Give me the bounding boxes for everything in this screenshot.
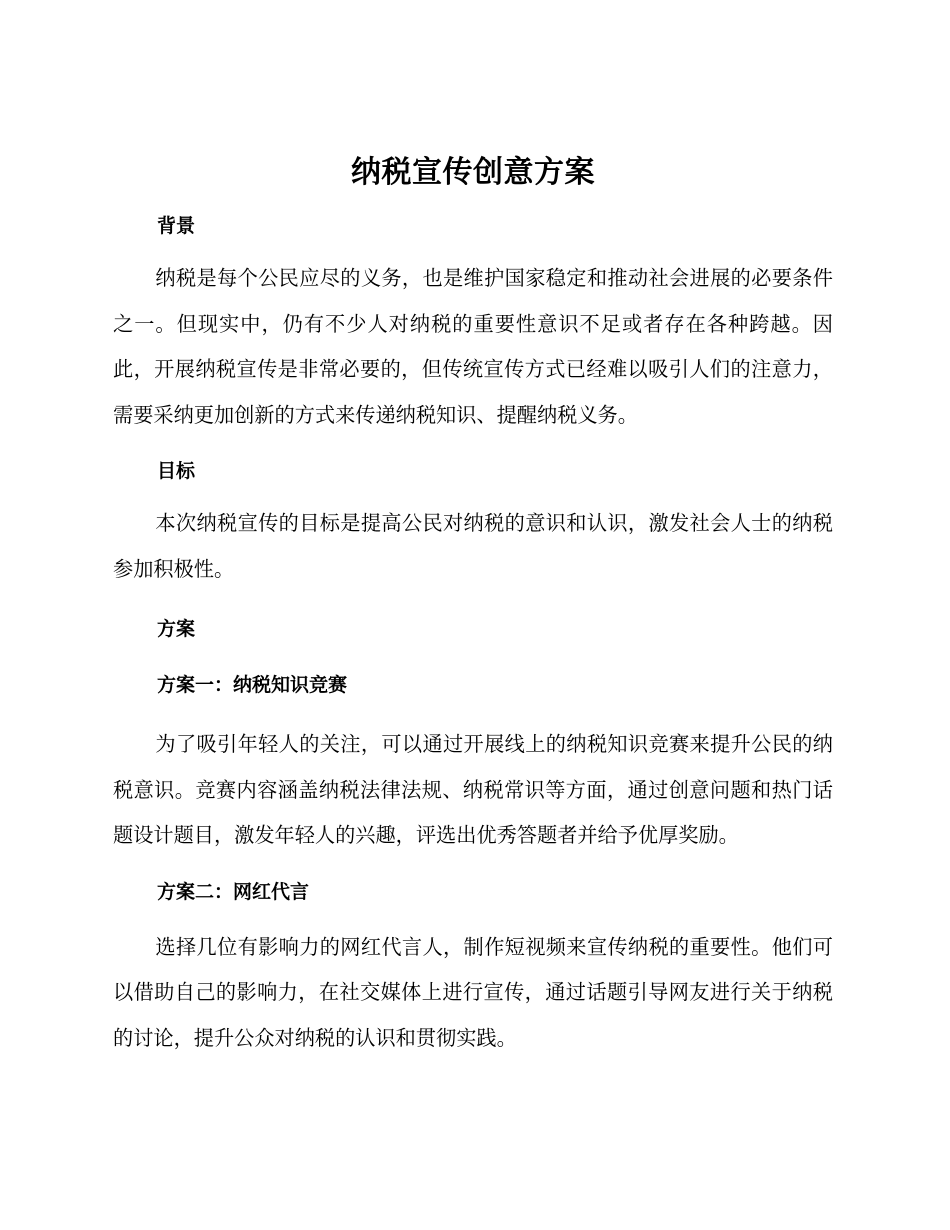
paragraph-background: 纳税是每个公民应尽的义务，也是维护国家稳定和推动社会进展的必要条件之一。但现实中，仍有不少人对纳税的重要性意识不足或者存在各种跨越。因此，开展纳税宣传是非常必要的，但传统宣传方式已经难以吸引人们的注意力，需要采纳更加创新的方式来传递纳税知识、提醒纳税义务。 xyxy=(113,266,833,427)
paragraph-plan-1: 为了吸引年轻人的关注，可以通过开展线上的纳税知识竞赛来提升公民的纳税意识。竞赛内容涵盖纳税法律法规、纳税常识等方面，通过创意问题和热门话题设计题目，激发年轻人的兴趣，评选出优秀答题者并给予优厚奖励。 xyxy=(113,732,833,847)
heading-goal: 目标 xyxy=(157,460,196,482)
paragraph-plan-2: 选择几位有影响力的网红代言人，制作短视频来宣传纳税的重要性。他们可以借助自己的影响力，在社交媒体上进行宣传，通过话题引导网友进行关于纳税的讨论，提升公众对纳税的认识和贯彻实践。 xyxy=(113,934,833,1050)
heading-plan-1: 方案一：纳税知识竞赛 xyxy=(157,674,348,696)
heading-background: 背景 xyxy=(157,215,196,237)
paragraph-goal: 本次纳税宣传的目标是提高公民对纳税的意识和认识，激发社会人士的纳税参加积极性。 xyxy=(113,511,833,581)
document-page xyxy=(113,150,833,1061)
document-title: 纳税宣传创意方案 xyxy=(351,155,595,190)
heading-plans: 方案 xyxy=(157,618,196,640)
heading-plan-2: 方案二：网红代言 xyxy=(157,880,310,903)
